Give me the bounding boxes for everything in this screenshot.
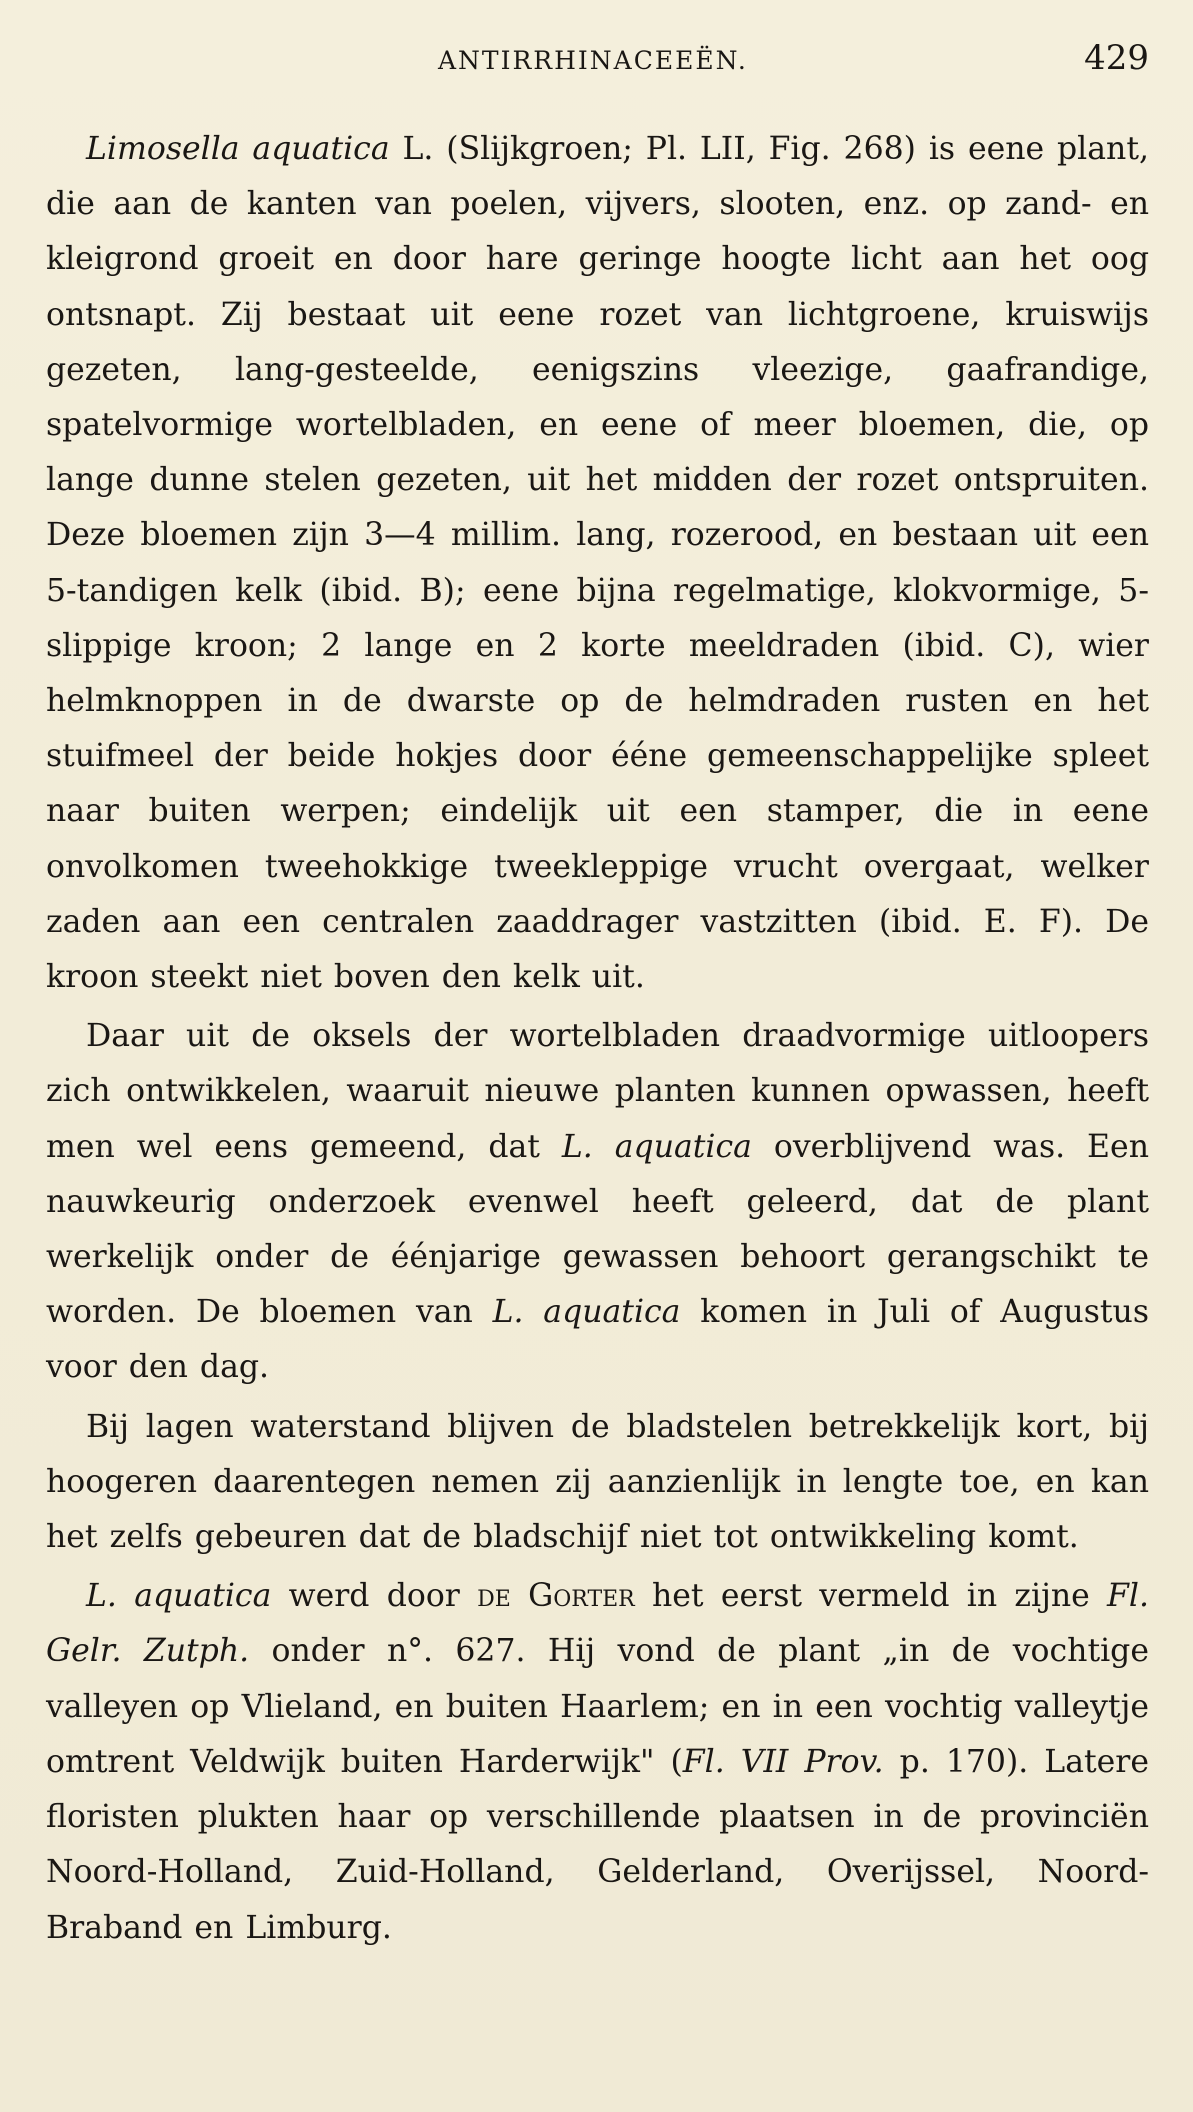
paragraph [46,1400,1149,1566]
paragraph-text: overblijvend was. Een nauwkeurig onderzoek evenwel heeft geleerd, dat de plant werkelijk onder de éénjarige gewassen behoort gerangschikt te worden. De bloemen van [46,1128,1149,1331]
paragraph-text: onder n°. 627. Hij vond de plant „in de vochtige valleyen op Vlieland, en buiten Haarlem; en in een vochtig valleytje omtrent Veldwijk buiten Harderwijk" ( [46,1633,1149,1780]
paragraph [46,1009,1149,1395]
paragraph-text: p. 170). Latere floristen plukten haar op verschillende plaatsen in de provinciën Noord-Holland, Zuid-Holland, Gelderland, Overijssel, Noord-Braband en Limburg. [46,1743,1149,1946]
paragraph-text: Daar uit de oksels der wortelbladen draadvormige uitloopers zich ontwikkelen, waaruit nieuwe planten kunnen opwassen, heeft men wel eens gemeend, dat [46,1018,1149,1165]
book-title: Fl. Gelr. Zutph. [46,1578,1149,1670]
paragraph [46,1569,1149,1955]
species-name: L. aquatica [492,1294,681,1331]
species-name: Limosella aquatica [86,131,390,167]
page-header [0,38,1193,88]
species-name: L. aquatica [86,1578,272,1615]
paragraph-text: werd door [271,1578,478,1615]
body-text [46,122,1149,1956]
page-number: 429 [1084,38,1149,78]
running-title: ANTIRRHINACEEËN. [438,46,748,75]
book-title: Fl. VII Prov. [682,1743,884,1780]
paragraph-text: komen in Juli of Augustus voor den dag. [46,1294,1149,1386]
paragraph-text: het eerst vermeld in zijne [634,1578,1108,1615]
paragraph-text: Bij lagen waterstand blijven de bladstelen betrekkelijk kort, bij hoogeren daarentegen nemen zij aanzienlijk in lengte toe, en kan het zelfs gebeuren dat de bladschijf niet tot ontwikkeling komt. [46,1408,1149,1556]
species-name: L. aquatica [561,1128,752,1165]
paragraph-text: L. (Slijkgroen; Pl. LII, Fig. 268) is eene plant, die aan de kanten van poelen, vijvers, slooten, enz. op zand- en kleigrond groeit en door hare geringe hoogte licht aan het oog ontsnapt. Zij bestaat uit eene rozet van lichtgroene, kruiswijs gezeten, lang-gesteelde, eenigszins vleezige, gaafrandige, spatelvormige wortelbladen, en eene of meer bloemen, die, op lange dunne stelen gezeten, uit het midden der rozet ontspruiten. Deze bloemen zijn 3—4 millim. lang, rozerood, en bestaan uit een 5-tandigen kelk (ibid. B); eene bijna regelmatige, klokvormige, 5-slippige kroon; 2 lange en 2 korte meeldraden (ibid. C), wier helmknoppen in de dwarste op de helmdraden rusten en het stuifmeel der beide hokjes door ééne gemeenschappelijke spleet naar buiten werpen; eindelijk uit een stamper, die in eene onvolkomen tweehokkige tweekleppige vrucht overgaat, welker zaden aan een centralen zaaddrager vastzitten (ibid. E. F). De kroon steekt niet boven den kelk uit. [46,131,1149,996]
paragraph [46,122,1149,1005]
author-name: de Gorter [477,1578,635,1615]
